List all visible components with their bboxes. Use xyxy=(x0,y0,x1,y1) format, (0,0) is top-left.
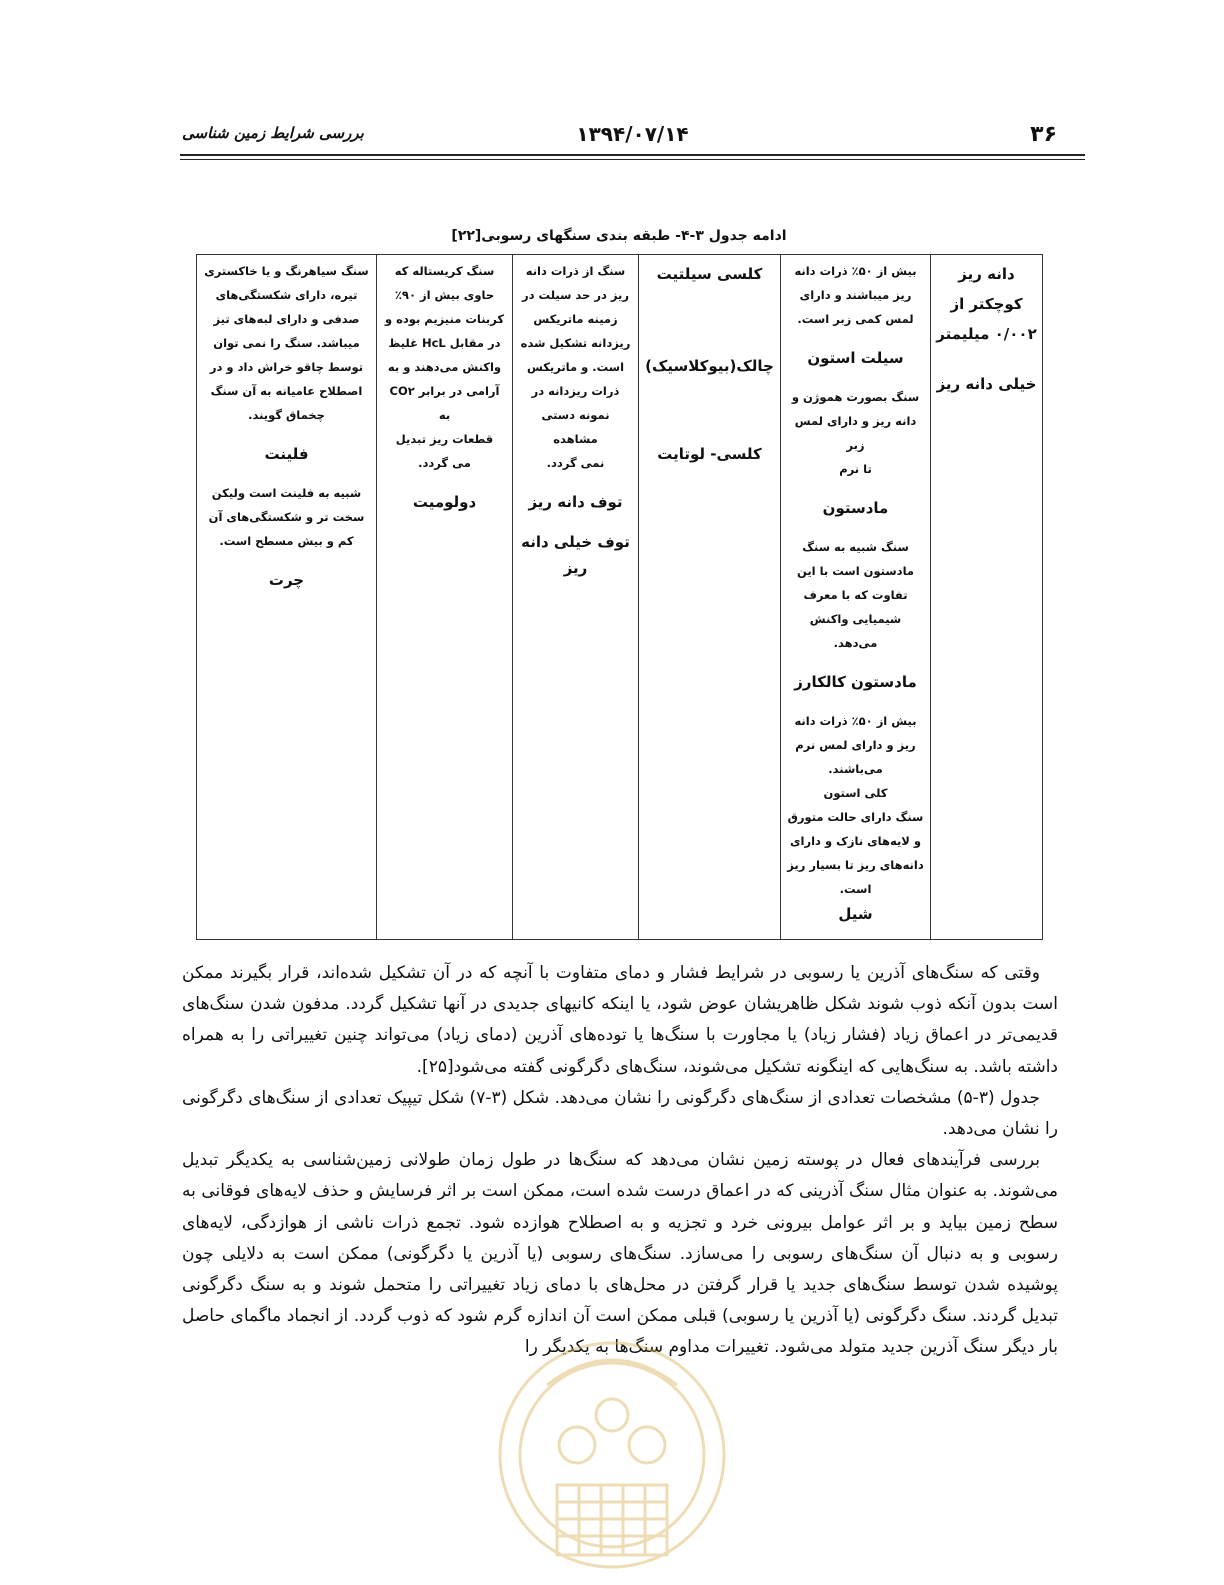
dolomite-desc: آرامی در برابر CO۲ به xyxy=(389,384,500,422)
chert-desc: صدفی و دارای لبه‌های تیز xyxy=(213,312,360,326)
tuff-desc: ریزدانه تشکیل شده xyxy=(520,336,631,350)
clastic-desc: ریز و دارای لمس نرم xyxy=(795,738,916,752)
clastic-desc: و لایه‌های نازک و دارای xyxy=(790,834,921,848)
clastic-desc: تا نرم xyxy=(839,462,872,476)
dolomite-desc: در مقابل HcL غلیظ xyxy=(388,336,501,350)
tuff-desc: نمی گردد. xyxy=(546,456,605,470)
clastic-desc: مادستون است با این xyxy=(796,564,915,578)
dolomite-desc: واکنش می‌دهند و به xyxy=(387,360,502,374)
chert-desc: توسط چاقو خراش داد و در xyxy=(209,360,364,374)
rock-name-calcisiltite: کلسی سیلتیت xyxy=(656,265,763,283)
clastic-desc: بیش از ۵۰٪ ذرات دانه xyxy=(794,714,917,728)
dolomite-cell xyxy=(377,255,513,940)
rock-name-shale: شیل xyxy=(838,905,873,923)
clastic-desc: کلی استون xyxy=(823,786,888,800)
dolomite-desc: قطعات ریز تبدیل xyxy=(395,432,494,446)
grain-line-4: خیلی دانه ریز xyxy=(936,375,1037,393)
clastic-desc: دانه‌های ریز تا بسیار ریز xyxy=(787,858,924,872)
rock-name-fine-tuff: توف دانه ریز xyxy=(528,493,623,511)
body-text xyxy=(182,958,1058,1364)
chert-cell xyxy=(197,255,377,940)
chert-desc: میباشد. سنگ را نمی توان xyxy=(213,336,360,350)
chert-desc: سنگ سیاهرنگ و یا خاکستری xyxy=(204,264,369,278)
rock-name-dolomite: دولومیت xyxy=(412,493,477,511)
chert-desc: چخماق گویند. xyxy=(248,408,325,422)
seal-watermark-icon xyxy=(487,1305,737,1585)
clastic-desc: سنگ شبیه به سنگ xyxy=(802,540,909,554)
rock-name-chalk: چالک(بیوکلاسیک) xyxy=(645,357,774,375)
rock-name-mudstone: مادستون xyxy=(822,499,889,517)
rock-name-flint: فلینت xyxy=(264,445,309,463)
chert-desc: اصطلاح عامیانه به آن سنگ xyxy=(210,384,363,398)
sedimentary-rocks-table xyxy=(196,254,1043,940)
clastic-desc: است. xyxy=(839,882,872,896)
calcareous-rocks-cell xyxy=(639,255,781,940)
clastic-desc: بیش از ۵۰٪ ذرات دانه xyxy=(794,264,917,278)
header-rule-thick xyxy=(180,154,1085,156)
chert-desc: کم و بیش مسطح است. xyxy=(219,534,354,548)
chert-desc: تیره، دارای شکستگی‌های xyxy=(215,288,358,302)
clastic-desc: ریز میباشند و دارای xyxy=(799,288,912,302)
header-title: بررسی شرایط زمین شناسی xyxy=(182,124,364,142)
paragraph: جدول (۳-۵) مشخصات تعدادی از سنگ‌های دگرگونی را نشان می‌دهد. شکل (۳-۷) شکل تیپیک تعدادی از سنگ‌های دگرگونی را نشان می‌دهد. xyxy=(182,1087,1058,1140)
grain-line-3: ۰/۰۰۲ میلیمتر xyxy=(936,325,1037,343)
grain-size-cell xyxy=(931,255,1043,940)
table-row xyxy=(197,255,1043,940)
clastic-desc: سنگ دارای حالت متورق xyxy=(787,810,924,824)
clastic-desc: می‌باشند. xyxy=(828,762,883,776)
paragraph: وقتی که سنگ‌های آذرین یا رسوبی در شرایط فشار و دمای متفاوت با آنچه که در آن تشکیل شده‌اند، قرار بگیرند ممکن است بدون آنکه ذوب شوند شکل ظاهریشان عوض شود، یا اینکه کانیهای جدیدی در آنها تشکیل گردد. مدفون شدن سنگ‌های قدیمی‌تر در اعماق زیاد (فشار زیاد) یا مجاورت با سنگ‌ها یا توده‌های آذرین (دمای زیاد) می‌تواند چنین تغییراتی را به همراه داشته باشد. به سنگ‌هایی که اینگونه تشکیل می‌شوند، سنگ‌های دگرگونی گفته می‌شود[۲۵]. xyxy=(182,963,1058,1077)
dolomite-desc: سنگ کریستاله که xyxy=(394,264,495,278)
clastic-desc: تفاوت که با معرف xyxy=(803,588,908,602)
page-header xyxy=(180,118,1085,158)
clastic-desc: لمس کمی زبر است. xyxy=(797,312,914,326)
clastic-desc: سنگ بصورت هموژن و xyxy=(791,390,920,404)
dolomite-desc: می گردد. xyxy=(418,456,471,470)
rock-name-siltstone: سیلت استون xyxy=(807,349,904,367)
rock-name-chert: چرت xyxy=(268,571,305,589)
tuff-desc: ذرات ریزدانه در xyxy=(531,384,620,398)
chert-desc: سخت تر و شکستگی‌های آن xyxy=(208,510,365,524)
tuff-rocks-cell xyxy=(513,255,639,940)
paragraph: بررسی فرآیندهای فعال در پوسته زمین نشان می‌دهد که سنگ‌ها در طول زمان طولانی زمین‌شناسی به یکدیگر تبدیل می‌شوند. به عنوان مثال سنگ آذرینی که در اعماق درست شده است، ممکن است بر اثر فرسایش و حذف لایه‌های فوقانی به سطح زمین بیاید و بر اثر عوامل بیرونی خرد و تجزیه و به اصطلاح هوازده شود. تجمع ذرات ناشی از هوازدگی، لایه‌های رسوبی و به دنبال آن سنگ‌های رسوبی را می‌سازد. سنگ‌های رسوبی (یا آذرین یا دگرگونی) ممکن است به دلایلی چون پوشیده شدن توسط سنگ‌های جدید یا قرار گرفتن در محل‌های با دمای زیاد تغییراتی را متحمل شوند و به سنگ دگرگونی تبدیل گردند. سنگ دگرگونی (یا آذرین یا رسوبی) قبلی ممکن است آن اندازه گرم شود که ذوب گردد. از انجماد ماگمای حاصل بار دیگر سنگ آذرین جدید متولد می‌شود. تغییرات مداوم سنگ‌ها به یکدیگر را xyxy=(182,1150,1058,1358)
clastic-rocks-cell xyxy=(781,255,931,940)
rock-name-very-fine-tuff: توف خیلی دانه ریز xyxy=(521,533,630,577)
tuff-desc: است. و ماتریکس xyxy=(526,360,625,374)
table-caption: ادامه جدول ۳-۴- طبقه بندی سنگهای رسوبی[۲۲] xyxy=(451,228,787,244)
grain-line-1: دانه ریز xyxy=(958,265,1015,283)
tuff-desc: ریز در حد سیلت در xyxy=(522,288,629,302)
chert-desc: شبیه به فلینت است ولیکن xyxy=(211,486,362,500)
header-rule-thin xyxy=(180,159,1085,160)
clastic-desc: شیمیایی واکنش می‌دهد. xyxy=(809,612,902,650)
page-number: ۳۶ xyxy=(1030,122,1057,147)
clastic-desc: دانه ریز و دارای لمس زبر xyxy=(794,414,917,452)
header-date: ۱۳۹۴/۰۷/۱۴ xyxy=(576,122,689,146)
dolomite-desc: کربنات منیزیم بوده و xyxy=(384,312,505,326)
tuff-desc: زمینه ماتریکس xyxy=(533,312,618,326)
rock-name-calcilutite: کلسی- لوتایت xyxy=(657,445,762,463)
tuff-desc: سنگ از ذرات دانه xyxy=(525,264,626,278)
rock-name-calcareous-mudstone: مادستون کالکارز xyxy=(794,673,917,691)
dolomite-desc: حاوی بیش از ۹۰٪ xyxy=(394,288,495,302)
grain-line-2: کوچکتر از xyxy=(950,295,1023,313)
tuff-desc: نمونه دستی مشاهده xyxy=(541,408,610,446)
